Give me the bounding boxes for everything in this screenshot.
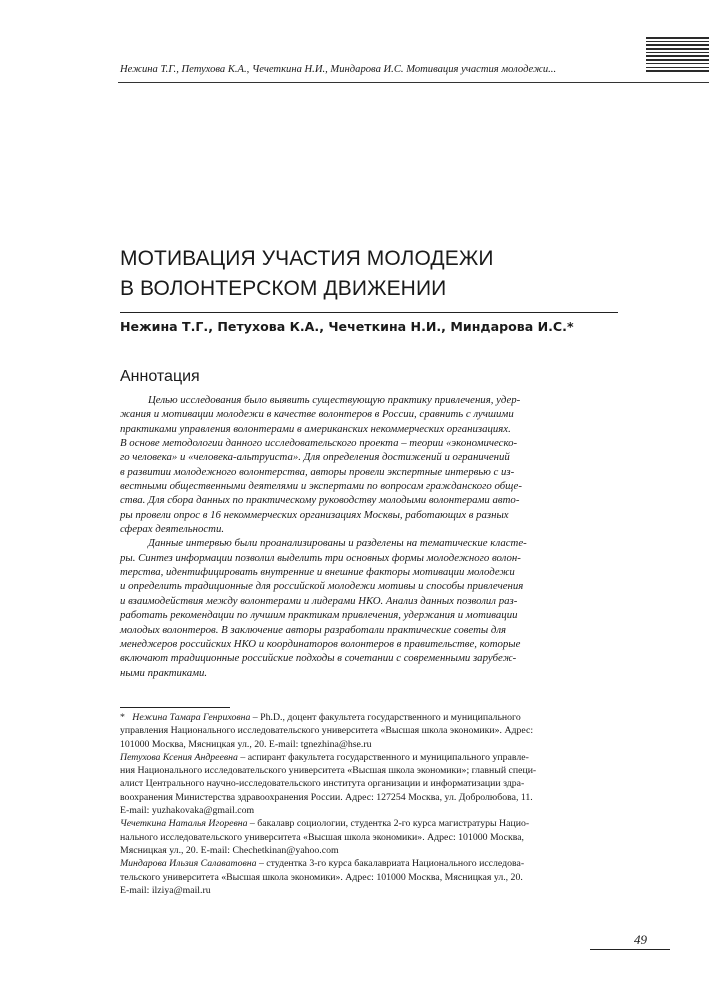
abstract-line: ными практиками. [120, 666, 208, 679]
footnote-author-name: Нежина Тамара Генриховна [132, 712, 251, 723]
footnote-line: нального исследовательского университета «Высшая школа экономики». Адрес: 101000 Москва, [120, 831, 525, 843]
header-stripes-decoration [646, 37, 709, 75]
abstract-line: практиками управления волонтерами в американских некоммерческих организациях. [120, 422, 511, 435]
footnote-line: Миндарова Ильзия Салаватовна – студентка 3-го курса бакалавриата Национального исследова- [120, 858, 525, 870]
abstract-heading: Аннотация [120, 368, 200, 385]
footnote-line: воохранения Министерства здравоохранения России. Адрес: 127254 Москва, ул. Добролюбова, 11. [120, 791, 533, 803]
footnotes [120, 711, 620, 897]
abstract-body [120, 393, 618, 680]
footnote-author-name: Петухова Ксения Андреевна [120, 751, 238, 763]
footnote-line: ния Национального исследовательского университета «Высшая школа экономики»; главный специ- [120, 765, 537, 777]
abstract-line: в развитии молодежного волонтерства, авторы провели экспертные интервью с из- [120, 465, 515, 478]
footnote-line: 101000 Москва, Мясницкая ул., 20. E-mail: tgnezhina@hse.ru [120, 738, 372, 750]
title-rule [120, 312, 618, 313]
abstract-line: включают традиционные российские подходы в сочетании с современными зарубеж- [120, 652, 517, 665]
header-rule [118, 82, 709, 83]
footnote-line: Петухова Ксения Андреевна – аспирант факультета государственного и муниципального управле- [120, 751, 529, 763]
authors-line: Нежина Т.Г., Петухова К.А., Чечеткина Н.И., Миндарова И.С.* [120, 319, 574, 334]
page-number-rule [590, 949, 670, 950]
title-line-2: В ВОЛОНТЕРСКОМ ДВИЖЕНИИ [120, 277, 447, 300]
footnote-line: Мясницкая ул., 20. E-mail: Chechetkinan@yahoo.com [120, 844, 339, 856]
footnote-line: E-mail: yuzhakovaka@gmail.com [120, 805, 255, 817]
page-number: 49 [634, 932, 647, 947]
abstract-line: Целью исследования было выявить существующую практику привлечения, удер- [148, 394, 521, 406]
abstract-line: и определить традиционные для российской молодежи мотивы и способы привлечения [120, 580, 524, 593]
footnote-author-name: Миндарова Ильзия Салаватовна [120, 858, 257, 870]
abstract-line: го человека» и «человека-альтруиста». Для определения достижений и ограничений [120, 451, 510, 464]
abstract-line: молодых волонтеров. В заключение авторы разработали практические советы для [120, 623, 507, 636]
abstract-line: ства. Для сбора данных по практическому руководству молодыми волонтерами авто- [120, 494, 520, 507]
abstract-line: Данные интервью были проанализированы и разделены на тематические класте- [148, 537, 527, 550]
running-head: Нежина Т.Г., Петухова К.А., Чечеткина Н.И., Миндарова И.С. Мотивация участия молодежи... [120, 64, 557, 75]
abstract-line: терства, идентифицировать внутренние и внешние факторы мотивации молодежи [120, 566, 515, 579]
footnote-rule [120, 707, 230, 708]
title-line-1: МОТИВАЦИЯ УЧАСТИЯ МОЛОДЕЖИ [120, 247, 494, 270]
footnote-line: * Нежина Тамара Генриховна – Ph.D., доцент факультета государственного и муниципального [120, 712, 521, 723]
footnote-line: управления Национального исследовательского университета «Высшая школа экономики». Адрес: [120, 725, 534, 737]
abstract-line: работать рекомендации по лучшим практикам привлечения, удержания и мотивации [120, 609, 518, 622]
abstract-line: вестными общественными деятелями и экспертами по вопросам гражданского обще- [120, 480, 522, 493]
abstract-line: сферах деятельности. [120, 523, 225, 536]
footnote-line: алист Центрального научно-исследовательского института организации и информатизации здра- [120, 778, 525, 790]
footnote-line: E-mail: ilziya@mail.ru [120, 884, 211, 896]
abstract-line: ры. Синтез информации позволил выделить три основных формы молодежного волон- [120, 551, 521, 564]
abstract-line: менеджеров российских НКО и координаторов волонтеров в правительстве, которые [120, 637, 521, 650]
abstract-line: ры провели опрос в 16 некоммерческих организациях Москвы, работающих в разных [120, 508, 509, 521]
abstract-line: жания и мотивации молодежи в качестве волонтеров в России, сравнить с лучшими [120, 408, 514, 421]
footnote-line: Чечеткина Наталья Игоревна – бакалавр социологии, студентка 2-го курса магистратуры Нацио- [120, 818, 530, 830]
footnote-mark: * [120, 712, 125, 723]
abstract-line: В основе методологии данного исследовательского проекта – теории «экономическо- [120, 437, 518, 450]
article-title [120, 244, 620, 304]
abstract-line: и взаимодействия между волонтерами и лидерами НКО. Анализ данных позволил раз- [120, 594, 518, 607]
footnote-line: тельского университета «Высшая школа экономики». Адрес: 101000 Москва, Мясницкая ул., 20. [120, 871, 523, 883]
footnote-author-name: Чечеткина Наталья Игоревна [120, 818, 248, 830]
